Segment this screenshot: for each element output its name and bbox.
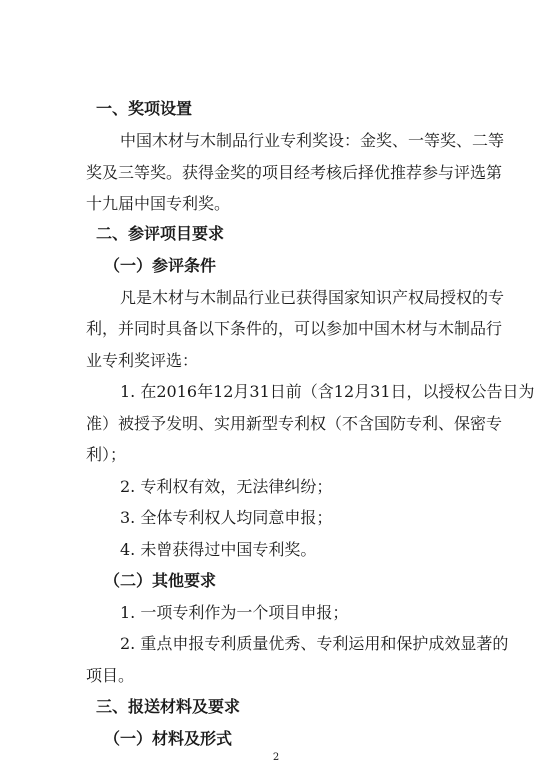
page-number: 2: [272, 752, 280, 763]
other-item-2-line-1: 2. 重点申报专利质量优秀、专利运用和保护成效显著的: [120, 634, 509, 653]
list-item-1-line-3: 利）；: [86, 445, 127, 464]
paragraph-awards-line-3: 十九届中国专利奖。: [86, 194, 231, 213]
subheading-other: （二）其他要求: [104, 571, 217, 590]
other-item-2-line-2: 项目。: [86, 666, 135, 685]
paragraph-conditions-line-1: 凡是木材与木制品行业已获得国家知识产权局授权的专: [120, 288, 505, 307]
list-item-1-line-1: 1. 在2016年12月31日前（含12月31日，以授权公告日为: [120, 382, 535, 401]
subheading-materials: （一）材料及形式: [104, 729, 233, 748]
list-item-2: 2. 专利权有效，无法律纠纷；: [120, 477, 333, 496]
other-item-1: 1. 一项专利作为一个项目申报；: [120, 603, 349, 622]
list-item-1-line-2: 准）被授予发明、实用新型专利权（不含国防专利、保密专: [86, 414, 503, 433]
paragraph-conditions-line-2: 利，并同时具备以下条件的，可以参加中国木材与木制品行: [86, 319, 503, 338]
heading-materials: 三、报送材料及要求: [96, 697, 241, 716]
paragraph-awards-line-1: 中国木材与木制品行业专利奖设：金奖、一等奖、二等: [120, 131, 505, 150]
list-item-3: 3. 全体专利权人均同意申报；: [120, 508, 333, 527]
subheading-conditions: （一）参评条件: [104, 256, 217, 275]
heading-requirements: 二、参评项目要求: [96, 224, 225, 243]
paragraph-awards-line-2: 奖及三等奖。获得金奖的项目经考核后择优推荐参与评选第: [86, 163, 503, 182]
heading-awards: 一、奖项设置: [96, 99, 193, 118]
paragraph-conditions-line-3: 业专利奖评选：: [86, 351, 199, 370]
list-item-4: 4. 未曾获得过中国专利奖。: [120, 540, 317, 559]
